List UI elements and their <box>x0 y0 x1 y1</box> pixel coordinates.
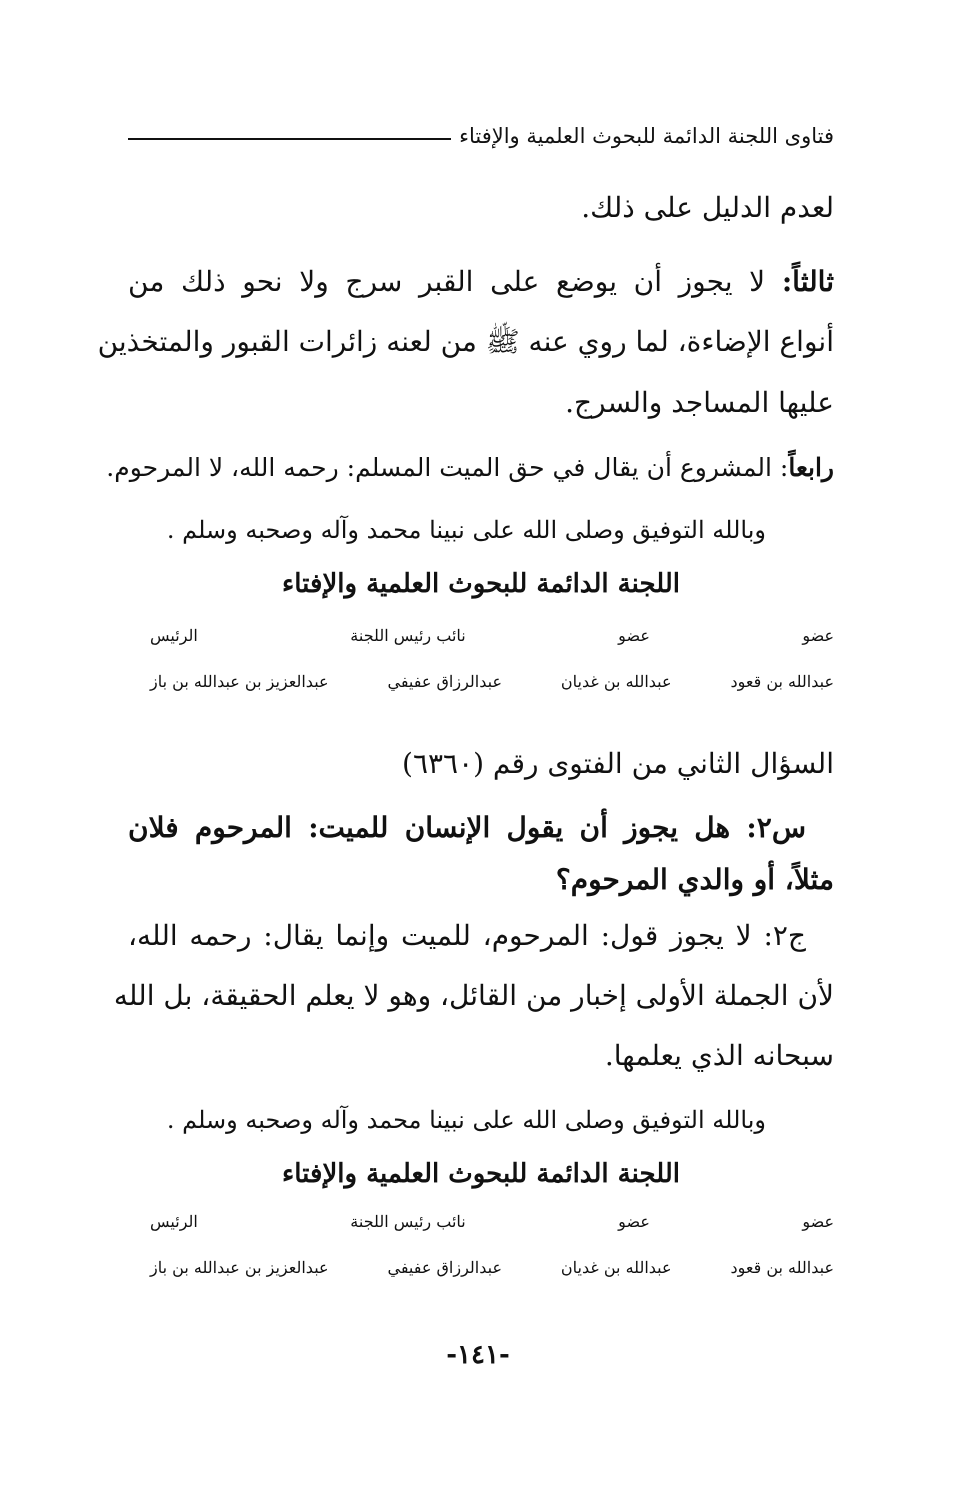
signatory-title: عضو <box>802 1212 834 1231</box>
signatory-name: عبدالله بن غديان <box>560 672 672 691</box>
paragraph-line <box>106 448 834 488</box>
committee-name: اللجنة الدائمة للبحوث العلمية والإفتاء <box>282 569 680 599</box>
closing-formula: وبالله التوفيق وصلى الله على نبينا محمد وآله وصحبه وسلم . <box>166 516 766 544</box>
signatory-name: عبدالعزيز بن عبدالله بن باز <box>150 1258 329 1277</box>
committee-name: اللجنة الدائمة للبحوث العلمية والإفتاء <box>282 1159 680 1189</box>
answer-line: سبحانه الذي يعلمها. <box>604 1039 834 1072</box>
signatory-title: نائب رئيس اللجنة <box>350 1212 466 1231</box>
closing-formula: وبالله التوفيق وصلى الله على نبينا محمد وآله وصحبه وسلم . <box>166 1106 766 1134</box>
paragraph-line: أنواع الإضاءة، لما روي عنه ﷺ من لعنه زائرات القبور والمتخذين <box>97 325 834 358</box>
running-header <box>128 108 834 148</box>
signatory-names <box>150 1258 834 1277</box>
signatory-title: الرئيس <box>150 1212 198 1231</box>
signatory-title: عضو <box>618 1212 650 1231</box>
signatory-name: عبدالرزاق عفيفي <box>387 672 502 691</box>
signatory-name: عبدالعزيز بن عبدالله بن باز <box>150 672 329 691</box>
paragraph-line: لعدم الدليل على ذلك. <box>581 191 834 224</box>
signatory-title: عضو <box>618 626 650 645</box>
signatory-title: عضو <box>802 626 834 645</box>
item-label-third: ثالثاً: <box>781 265 834 298</box>
running-title: فتاوى اللجنة الدائمة للبحوث العلمية والإفتاء <box>459 124 834 148</box>
answer-line: لأن الجملة الأولى إخبار من القائل، وهو لا يعلم الحقيقة، بل الله <box>113 979 834 1012</box>
signatory-name: عبدالله بن غديان <box>560 1258 672 1277</box>
paragraph-text: : المشروع أن يقال في حق الميت المسلم: رحمه الله، لا المرحوم. <box>106 453 789 482</box>
answer-line: ج٢: لا يجوز قول: المرحوم، للميت وإنما يقال: رحمه الله، <box>128 919 806 952</box>
signatory-title: الرئيس <box>150 626 198 645</box>
question-line: مثلاً، أو والدي المرحوم؟ <box>555 863 834 896</box>
signatory-name: عبدالله بن قعود <box>730 1258 834 1277</box>
paragraph-text: لا يجوز أن يوضع على القبر سرج ولا نحو ذلك من <box>128 265 782 298</box>
signatory-name: عبدالرزاق عفيفي <box>387 1258 502 1277</box>
question-heading: السؤال الثاني من الفتوى رقم (٦٣٦٠) <box>402 747 834 780</box>
question-line: س٢: هل يجوز أن يقول الإنسان للميت: المرحوم فلان <box>128 811 806 844</box>
signatory-titles <box>150 626 834 645</box>
item-label-fourth: رابعاً <box>788 453 834 482</box>
page-number: -١٤١- <box>446 1340 510 1370</box>
signatory-name: عبدالله بن قعود <box>730 672 834 691</box>
signatory-names <box>150 672 834 691</box>
paragraph-line: عليها المساجد والسرج. <box>565 386 834 419</box>
signatory-title: نائب رئيس اللجنة <box>350 626 466 645</box>
paragraph-line <box>128 262 834 302</box>
header-rule <box>128 138 451 140</box>
signatory-titles <box>150 1212 834 1231</box>
